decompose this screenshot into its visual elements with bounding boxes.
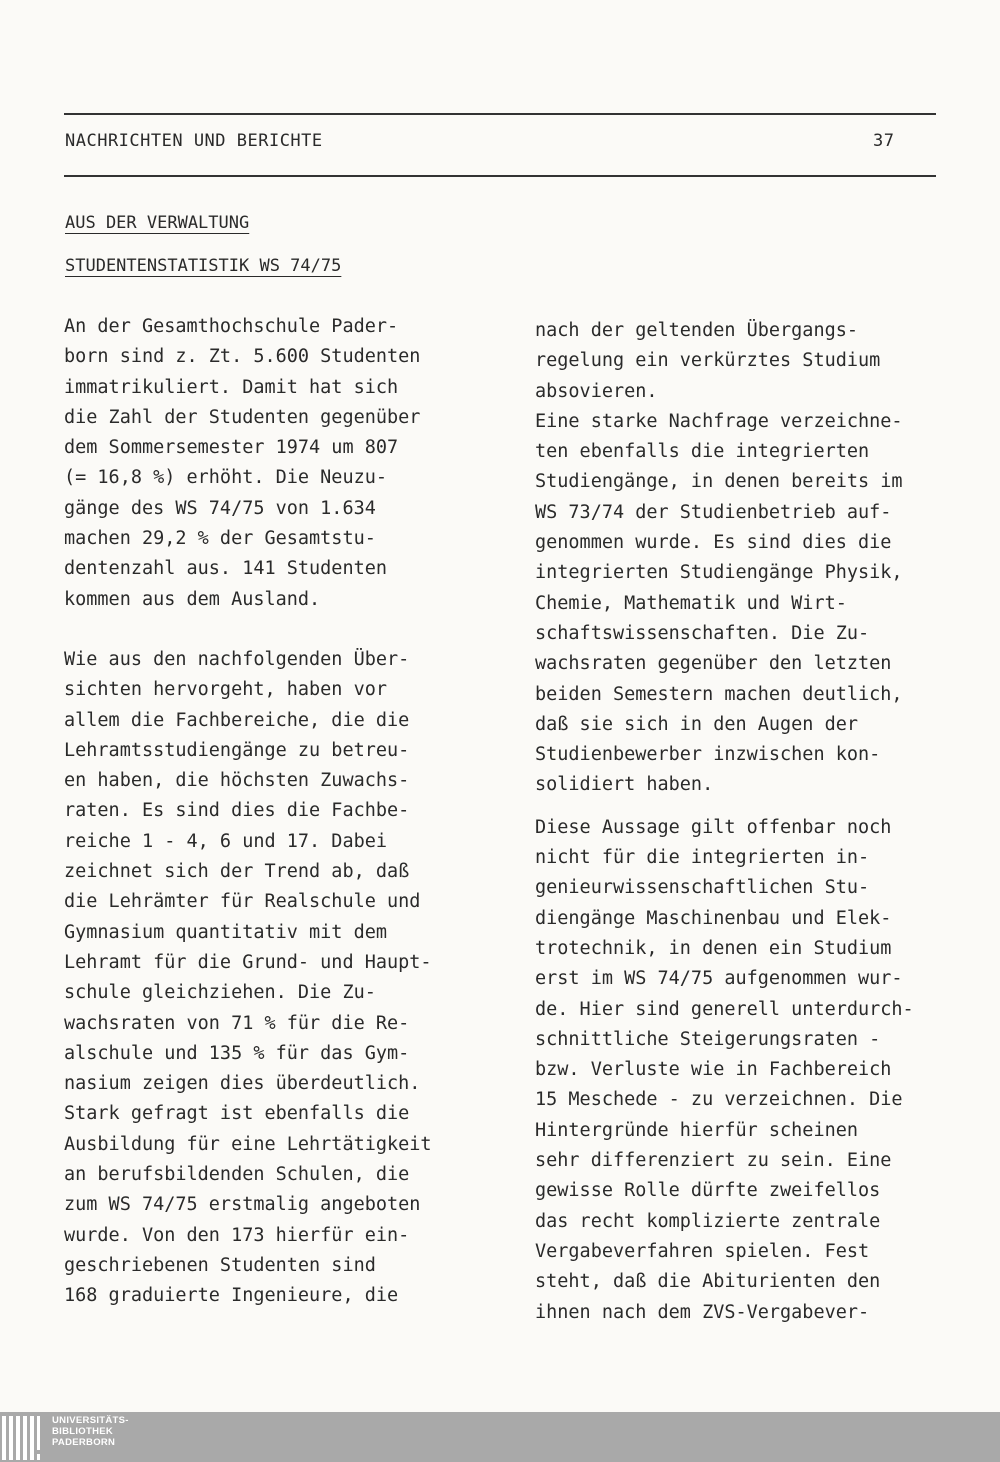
text-line: gewisse Rolle dürfte zweifellos xyxy=(535,1180,881,1202)
text-line: schule gleichziehen. Die Zu- xyxy=(64,982,376,1004)
text-line: genieurwissenschaftlichen Stu- xyxy=(535,877,870,899)
library-name xyxy=(52,1415,129,1448)
text-line: nicht für die integrierten in- xyxy=(535,847,870,869)
text-line: dentenzahl aus. 141 Studenten xyxy=(64,558,388,580)
text-line: zeichnet sich der Trend ab, daß xyxy=(64,861,410,883)
library-name-line: PADERBORN xyxy=(52,1437,116,1448)
text-line: Wie aus den nachfolgenden Über- xyxy=(64,648,410,670)
text-line: machen 29,2 % der Gesamtstu- xyxy=(64,528,376,550)
text-line: das recht komplizierte zentrale xyxy=(535,1210,881,1232)
text-line: Stark gefragt ist ebenfalls die xyxy=(64,1103,410,1125)
text-line: beiden Semestern machen deutlich, xyxy=(535,683,903,705)
library-name-line: UNIVERSITÄTS- xyxy=(52,1415,129,1426)
text-column-left xyxy=(64,312,432,1312)
paragraph xyxy=(535,316,914,801)
text-line: an berufsbildenden Schulen, die xyxy=(64,1164,410,1186)
library-logo-icon xyxy=(0,1416,48,1460)
text-line: allem die Fachbereiche, die die xyxy=(64,709,410,731)
text-line: schaftswissenschaften. Die Zu- xyxy=(535,622,870,644)
text-line: ihnen nach dem ZVS-Vergabever- xyxy=(535,1301,870,1323)
text-line: gänge des WS 74/75 von 1.634 xyxy=(64,497,376,519)
text-line: Lehramt für die Grund- und Haupt- xyxy=(64,951,432,973)
text-line: Eine starke Nachfrage verzeichne- xyxy=(535,410,903,432)
text-line: nach der geltenden Übergangs- xyxy=(535,320,859,341)
text-line: dem Sommersemester 1974 um 807 xyxy=(64,437,399,459)
text-line: die Lehrämter für Realschule und xyxy=(64,891,421,913)
text-line: kommen aus dem Ausland. xyxy=(64,588,321,610)
text-column-right xyxy=(535,316,914,1328)
article-heading-secondary: STUDENTENSTATISTIK WS 74/75 xyxy=(65,256,342,276)
text-line: regelung ein verkürztes Studium xyxy=(535,350,881,372)
library-footer-bar xyxy=(0,1412,1000,1462)
paragraph xyxy=(64,645,432,1312)
text-line: sichten hervorgeht, haben vor xyxy=(64,679,388,701)
text-line: raten. Es sind dies die Fachbe- xyxy=(64,800,410,822)
text-line: Ausbildung für eine Lehrtätigkeit xyxy=(64,1133,432,1155)
text-line: alschule und 135 % für das Gym- xyxy=(64,1042,410,1064)
text-line: wachsraten gegenüber den letzten xyxy=(535,653,892,675)
text-line: born sind z. Zt. 5.600 Studenten xyxy=(64,346,421,368)
text-line: Gymnasium quantitativ mit dem xyxy=(64,921,388,943)
text-line: immatrikuliert. Damit hat sich xyxy=(64,376,399,398)
text-line: genommen wurde. Es sind dies die xyxy=(535,532,892,554)
text-line: 168 graduierte Ingenieure, die xyxy=(64,1285,399,1307)
text-line: integrierten Studiengänge Physik, xyxy=(535,562,903,584)
library-name-line: BIBLIOTHEK xyxy=(52,1426,114,1437)
header-bottom-rule xyxy=(64,175,936,177)
text-line: wachsraten von 71 % für die Re- xyxy=(64,1012,410,1034)
text-line: ten ebenfalls die integrierten xyxy=(535,441,870,463)
text-line: absovieren. xyxy=(535,380,658,402)
text-line: geschriebenen Studenten sind xyxy=(64,1254,376,1276)
paragraph xyxy=(64,312,432,615)
section-title: NACHRICHTEN UND BERICHTE xyxy=(65,131,323,151)
text-line: nasium zeigen dies überdeutlich. xyxy=(64,1073,421,1095)
text-line: steht, daß die Abiturienten den xyxy=(535,1271,881,1293)
paragraph xyxy=(535,813,914,1328)
text-line: solidiert haben. xyxy=(535,774,714,796)
page-number: 37 xyxy=(873,131,895,151)
text-line: bzw. Verluste wie in Fachbereich xyxy=(535,1059,892,1081)
article-heading-primary: AUS DER VERWALTUNG xyxy=(65,213,250,233)
text-line: An der Gesamthochschule Pader- xyxy=(64,316,399,337)
text-line: WS 73/74 der Studienbetrieb auf- xyxy=(535,501,892,523)
text-line: de. Hier sind generell unterdurch- xyxy=(535,998,914,1020)
text-line: 15 Meschede - zu verzeichnen. Die xyxy=(535,1089,903,1111)
text-line: diengänge Maschinenbau und Elek- xyxy=(535,907,892,929)
text-line: Vergabeverfahren spielen. Fest xyxy=(535,1240,870,1262)
text-line: trotechnik, in denen ein Studium xyxy=(535,937,892,959)
text-line: sehr differenziert zu sein. Eine xyxy=(535,1150,892,1172)
text-line: en haben, die höchsten Zuwachs- xyxy=(64,770,410,792)
text-line: Diese Aussage gilt offenbar noch xyxy=(535,816,892,838)
text-line: wurde. Von den 173 hierfür ein- xyxy=(64,1224,410,1246)
text-line: Studiengänge, in denen bereits im xyxy=(535,471,903,493)
text-line: schnittliche Steigerungsraten - xyxy=(535,1028,881,1050)
text-line: Chemie, Mathematik und Wirt- xyxy=(535,592,847,614)
text-line: daß sie sich in den Augen der xyxy=(535,713,859,735)
text-line: Studienbewerber inzwischen kon- xyxy=(535,744,881,766)
text-line: erst im WS 74/75 aufgenommen wur- xyxy=(535,968,903,990)
text-line: (= 16,8 %) erhöht. Die Neuzu- xyxy=(64,467,388,489)
text-line: die Zahl der Studenten gegenüber xyxy=(64,406,421,428)
text-line: reiche 1 - 4, 6 und 17. Dabei xyxy=(64,830,388,852)
text-line: Hintergründe hierfür scheinen xyxy=(535,1119,859,1141)
text-line: Lehramtsstudiengänge zu betreu- xyxy=(64,739,410,761)
text-line: zum WS 74/75 erstmalig angeboten xyxy=(64,1194,421,1216)
header-top-rule xyxy=(64,113,936,115)
